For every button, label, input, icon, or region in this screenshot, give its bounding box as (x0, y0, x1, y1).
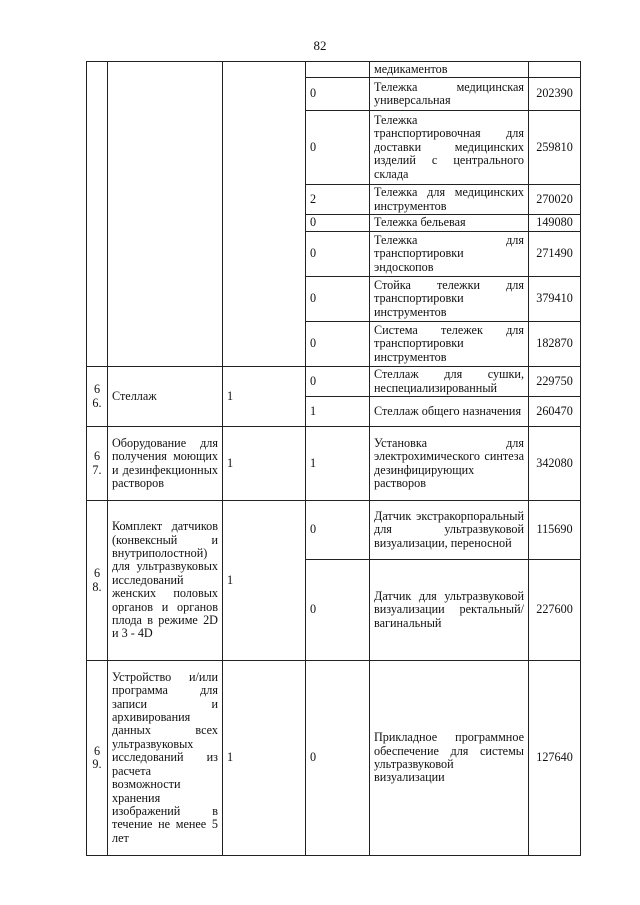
cell-price: 271490 (529, 232, 581, 277)
cell-code: 1 (306, 427, 370, 501)
cell-num: 6 7. (87, 427, 108, 501)
cell-code: 0 (306, 277, 370, 322)
cell-item: Тележка для транспортировки эндоскопов (370, 232, 529, 277)
cell-code: 0 (306, 111, 370, 185)
table-row (87, 501, 581, 560)
cell-item: медикаментов (370, 62, 529, 78)
cell-code: 0 (306, 560, 370, 661)
equipment-table (86, 61, 581, 856)
cell-price: 202390 (529, 78, 581, 111)
cell-item: Установка для электрохимического синтеза дезинфицирующих растворов (370, 427, 529, 501)
cell-price: 149080 (529, 215, 581, 232)
cell-name: Стеллаж (108, 367, 223, 427)
cell-code: 1 (306, 397, 370, 427)
cell-code: 2 (306, 185, 370, 215)
cell-name: Устройство и/или программа для записи и архивирования данных всех ультразвуковых исследований из расчета возможности хранения изображений в течение не менее 5 лет (108, 661, 223, 856)
cell-item: Стойка тележки для транспортировки инструментов (370, 277, 529, 322)
cell-price: 260470 (529, 397, 581, 427)
cell-qty: 1 (223, 367, 306, 427)
cell-name: Комплект датчиков (конвексный и внутриполостной) для ультразвуковых исследований женских половых органов и органов плода в режиме 2D и 3 - 4D (108, 501, 223, 661)
table-row (87, 367, 581, 397)
cell-num: 6 8. (87, 501, 108, 661)
cell-code: 0 (306, 661, 370, 856)
cell-price: 127640 (529, 661, 581, 856)
cell-num: 6 9. (87, 661, 108, 856)
cell-item: Тележка медицинская универсальная (370, 78, 529, 111)
table-row (87, 661, 581, 856)
cell-num (87, 62, 108, 367)
cell-item: Тележка транспортировочная для доставки медицинских изделий с центрального склада (370, 111, 529, 185)
cell-price: 342080 (529, 427, 581, 501)
cell-price: 259810 (529, 111, 581, 185)
page-number: 82 (313, 38, 327, 53)
cell-code: 0 (306, 501, 370, 560)
cell-code: 0 (306, 215, 370, 232)
cell-num: 6 6. (87, 367, 108, 427)
table-row (87, 62, 581, 78)
cell-price: 270020 (529, 185, 581, 215)
cell-item: Стеллаж для сушки, неспециализированный (370, 367, 529, 397)
cell-item: Тележка бельевая (370, 215, 529, 232)
cell-item: Система тележек для транспортировки инструментов (370, 322, 529, 367)
cell-item: Тележка для медицинских инструментов (370, 185, 529, 215)
cell-qty (223, 62, 306, 367)
cell-name (108, 62, 223, 367)
cell-code (306, 62, 370, 78)
cell-qty: 1 (223, 501, 306, 661)
cell-code: 0 (306, 322, 370, 367)
cell-code: 0 (306, 232, 370, 277)
table-row (87, 427, 581, 501)
cell-price: 227600 (529, 560, 581, 661)
cell-code: 0 (306, 367, 370, 397)
cell-item: Стеллаж общего назначения (370, 397, 529, 427)
cell-price (529, 62, 581, 78)
cell-item: Датчик экстракорпоральный для ультразвуковой визуализации, переносной (370, 501, 529, 560)
cell-code: 0 (306, 78, 370, 111)
cell-price: 182870 (529, 322, 581, 367)
cell-item: Датчик для ультразвуковой визуализации ректальный/вагинальный (370, 560, 529, 661)
cell-item: Прикладное программное обеспечение для системы ультразвуковой визуализации (370, 661, 529, 856)
cell-price: 115690 (529, 501, 581, 560)
cell-price: 229750 (529, 367, 581, 397)
cell-qty: 1 (223, 661, 306, 856)
cell-name: Оборудование для получения моющих и дезинфекционных растворов (108, 427, 223, 501)
cell-qty: 1 (223, 427, 306, 501)
cell-price: 379410 (529, 277, 581, 322)
